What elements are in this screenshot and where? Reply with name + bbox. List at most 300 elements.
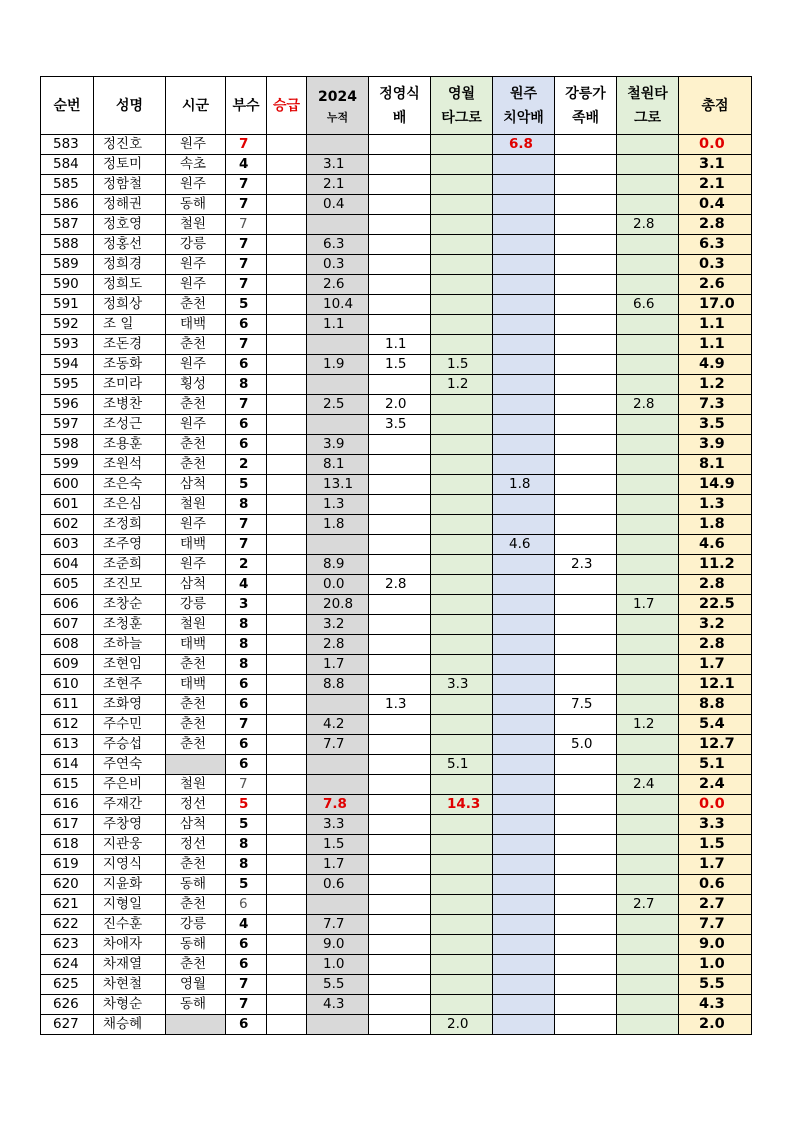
cell-promotion xyxy=(267,975,307,995)
table-row xyxy=(41,495,752,515)
cell-total: 1.1 xyxy=(679,335,752,355)
cell-gangneung-family-cup xyxy=(555,915,617,935)
cell-yeongwol-tagro: 1.5 xyxy=(431,355,493,375)
cell-name: 조하늘 xyxy=(94,635,166,655)
cell-region: 원주 xyxy=(166,175,226,195)
cell-division: 7 xyxy=(226,975,267,995)
cell-promotion xyxy=(267,995,307,1015)
cell-cheorwon-tagro xyxy=(617,375,679,395)
cell-region: 횡성 xyxy=(166,375,226,395)
cell-region: 원주 xyxy=(166,415,226,435)
col-header-name: 성명 xyxy=(94,77,166,135)
cell-no: 602 xyxy=(41,515,94,535)
cell-division: 7 xyxy=(226,215,267,235)
cell-yeongwol-tagro xyxy=(431,655,493,675)
cell-cheorwon-tagro xyxy=(617,635,679,655)
table-row xyxy=(41,255,752,275)
cell-division: 5 xyxy=(226,475,267,495)
cell-wonju-chiak-cup xyxy=(493,635,555,655)
cell-jeongyeongsik-cup xyxy=(369,915,431,935)
cell-gangneung-family-cup xyxy=(555,875,617,895)
cell-gangneung-family-cup xyxy=(555,755,617,775)
cell-region: 춘천 xyxy=(166,895,226,915)
cell-total: 6.3 xyxy=(679,235,752,255)
cell-promotion xyxy=(267,875,307,895)
cell-name: 주연숙 xyxy=(94,755,166,775)
cell-gangneung-family-cup xyxy=(555,175,617,195)
cell-yeongwol-tagro xyxy=(431,475,493,495)
table-row xyxy=(41,675,752,695)
table-row xyxy=(41,615,752,635)
cell-jeongyeongsik-cup xyxy=(369,895,431,915)
table-row xyxy=(41,535,752,555)
cell-jeongyeongsik-cup xyxy=(369,455,431,475)
table-row xyxy=(41,355,752,375)
cell-no: 618 xyxy=(41,835,94,855)
cell-region: 철원 xyxy=(166,215,226,235)
cell-promotion xyxy=(267,855,307,875)
cell-region: 강릉 xyxy=(166,595,226,615)
cell-jeongyeongsik-cup xyxy=(369,975,431,995)
cell-wonju-chiak-cup xyxy=(493,835,555,855)
cell-cheorwon-tagro: 2.4 xyxy=(617,775,679,795)
cell-promotion xyxy=(267,835,307,855)
cell-cheorwon-tagro xyxy=(617,955,679,975)
cell-jeongyeongsik-cup xyxy=(369,655,431,675)
cell-promotion xyxy=(267,575,307,595)
col-header-cheorwon-tagro xyxy=(617,77,679,135)
cell-promotion xyxy=(267,915,307,935)
cell-promotion xyxy=(267,135,307,155)
cell-gangneung-family-cup xyxy=(555,635,617,655)
table-row xyxy=(41,835,752,855)
cell-no: 623 xyxy=(41,935,94,955)
cell-jeongyeongsik-cup: 2.0 xyxy=(369,395,431,415)
cell-gangneung-family-cup xyxy=(555,895,617,915)
cell-2024-accum xyxy=(307,695,369,715)
cell-total: 2.4 xyxy=(679,775,752,795)
table-row xyxy=(41,975,752,995)
table-row xyxy=(41,155,752,175)
cell-promotion xyxy=(267,415,307,435)
cell-no: 617 xyxy=(41,815,94,835)
cell-yeongwol-tagro xyxy=(431,155,493,175)
cell-2024-accum: 2.8 xyxy=(307,635,369,655)
cell-gangneung-family-cup xyxy=(555,275,617,295)
cell-yeongwol-tagro xyxy=(431,555,493,575)
cell-wonju-chiak-cup xyxy=(493,855,555,875)
cell-promotion xyxy=(267,555,307,575)
cell-no: 612 xyxy=(41,715,94,735)
cell-2024-accum xyxy=(307,1015,369,1035)
cell-region: 춘천 xyxy=(166,395,226,415)
cell-division: 6 xyxy=(226,735,267,755)
cell-no: 620 xyxy=(41,875,94,895)
col-header-c2-line1: 영월 xyxy=(447,85,476,102)
cell-no: 626 xyxy=(41,995,94,1015)
cell-2024-accum: 1.5 xyxy=(307,835,369,855)
cell-yeongwol-tagro xyxy=(431,875,493,895)
cell-total: 8.8 xyxy=(679,695,752,715)
cell-total: 7.7 xyxy=(679,915,752,935)
cell-total: 0.4 xyxy=(679,195,752,215)
col-header-acc-line2: 누적 xyxy=(326,110,349,124)
cell-yeongwol-tagro xyxy=(431,615,493,635)
cell-gangneung-family-cup xyxy=(555,995,617,1015)
cell-2024-accum xyxy=(307,135,369,155)
cell-promotion xyxy=(267,355,307,375)
cell-no: 584 xyxy=(41,155,94,175)
cell-2024-accum: 6.3 xyxy=(307,235,369,255)
col-header-c3-line1: 원주 xyxy=(509,85,538,102)
cell-division: 6 xyxy=(226,695,267,715)
table-row xyxy=(41,795,752,815)
cell-division: 7 xyxy=(226,995,267,1015)
cell-2024-accum: 1.7 xyxy=(307,655,369,675)
cell-no: 601 xyxy=(41,495,94,515)
cell-yeongwol-tagro xyxy=(431,895,493,915)
cell-promotion xyxy=(267,655,307,675)
cell-cheorwon-tagro: 1.7 xyxy=(617,595,679,615)
cell-cheorwon-tagro xyxy=(617,995,679,1015)
cell-2024-accum: 1.0 xyxy=(307,955,369,975)
cell-promotion xyxy=(267,775,307,795)
cell-no: 585 xyxy=(41,175,94,195)
cell-cheorwon-tagro xyxy=(617,855,679,875)
col-header-region: 시군 xyxy=(166,77,226,135)
cell-yeongwol-tagro xyxy=(431,595,493,615)
cell-total: 5.4 xyxy=(679,715,752,735)
cell-cheorwon-tagro xyxy=(617,695,679,715)
cell-division: 8 xyxy=(226,635,267,655)
cell-cheorwon-tagro xyxy=(617,275,679,295)
cell-promotion xyxy=(267,435,307,455)
cell-total: 1.8 xyxy=(679,515,752,535)
cell-2024-accum xyxy=(307,215,369,235)
cell-total: 0.3 xyxy=(679,255,752,275)
cell-2024-accum: 0.0 xyxy=(307,575,369,595)
table-row xyxy=(41,195,752,215)
cell-promotion xyxy=(267,175,307,195)
cell-yeongwol-tagro xyxy=(431,335,493,355)
cell-jeongyeongsik-cup xyxy=(369,375,431,395)
cell-2024-accum: 3.3 xyxy=(307,815,369,835)
col-header-no: 순번 xyxy=(41,77,94,135)
cell-region: 원주 xyxy=(166,275,226,295)
cell-wonju-chiak-cup xyxy=(493,995,555,1015)
cell-jeongyeongsik-cup xyxy=(369,255,431,275)
cell-no: 593 xyxy=(41,335,94,355)
cell-wonju-chiak-cup xyxy=(493,155,555,175)
col-header-c1-line1: 정영식 xyxy=(379,85,420,102)
cell-division: 8 xyxy=(226,495,267,515)
cell-cheorwon-tagro: 2.8 xyxy=(617,395,679,415)
cell-jeongyeongsik-cup xyxy=(369,935,431,955)
table-row xyxy=(41,635,752,655)
cell-wonju-chiak-cup xyxy=(493,955,555,975)
cell-wonju-chiak-cup xyxy=(493,375,555,395)
cell-jeongyeongsik-cup xyxy=(369,555,431,575)
cell-2024-accum xyxy=(307,775,369,795)
cell-no: 616 xyxy=(41,795,94,815)
table-row xyxy=(41,655,752,675)
cell-cheorwon-tagro xyxy=(617,975,679,995)
cell-wonju-chiak-cup xyxy=(493,875,555,895)
cell-2024-accum: 7.7 xyxy=(307,915,369,935)
cell-no: 596 xyxy=(41,395,94,415)
cell-wonju-chiak-cup: 4.6 xyxy=(493,535,555,555)
cell-no: 598 xyxy=(41,435,94,455)
cell-jeongyeongsik-cup: 1.3 xyxy=(369,695,431,715)
col-header-c1-line2: 배 xyxy=(392,109,407,126)
cell-jeongyeongsik-cup xyxy=(369,855,431,875)
cell-2024-accum: 2.5 xyxy=(307,395,369,415)
cell-cheorwon-tagro xyxy=(617,915,679,935)
cell-gangneung-family-cup xyxy=(555,455,617,475)
table-row xyxy=(41,755,752,775)
cell-promotion xyxy=(267,475,307,495)
cell-no: 590 xyxy=(41,275,94,295)
cell-wonju-chiak-cup xyxy=(493,655,555,675)
cell-gangneung-family-cup xyxy=(555,495,617,515)
cell-2024-accum: 8.9 xyxy=(307,555,369,575)
cell-2024-accum: 1.1 xyxy=(307,315,369,335)
cell-gangneung-family-cup xyxy=(555,795,617,815)
cell-region: 춘천 xyxy=(166,695,226,715)
cell-name: 차현철 xyxy=(94,975,166,995)
cell-gangneung-family-cup xyxy=(555,1015,617,1035)
table-row xyxy=(41,895,752,915)
cell-promotion xyxy=(267,155,307,175)
cell-total: 17.0 xyxy=(679,295,752,315)
cell-wonju-chiak-cup xyxy=(493,575,555,595)
cell-cheorwon-tagro xyxy=(617,355,679,375)
cell-division: 6 xyxy=(226,675,267,695)
cell-total: 3.1 xyxy=(679,155,752,175)
cell-jeongyeongsik-cup xyxy=(369,295,431,315)
cell-division: 8 xyxy=(226,655,267,675)
cell-division: 6 xyxy=(226,435,267,455)
cell-promotion xyxy=(267,815,307,835)
cell-division: 2 xyxy=(226,455,267,475)
table-row xyxy=(41,555,752,575)
cell-yeongwol-tagro xyxy=(431,195,493,215)
cell-total: 1.7 xyxy=(679,855,752,875)
col-header-promotion: 승급 xyxy=(267,77,307,135)
col-header-division: 부수 xyxy=(226,77,267,135)
cell-cheorwon-tagro xyxy=(617,755,679,775)
cell-cheorwon-tagro xyxy=(617,515,679,535)
cell-2024-accum: 1.3 xyxy=(307,495,369,515)
cell-promotion xyxy=(267,535,307,555)
cell-name: 차애자 xyxy=(94,935,166,955)
cell-division: 7 xyxy=(226,255,267,275)
cell-gangneung-family-cup xyxy=(555,315,617,335)
score-table xyxy=(40,76,752,1035)
cell-wonju-chiak-cup xyxy=(493,615,555,635)
cell-region: 정선 xyxy=(166,795,226,815)
cell-total: 5.1 xyxy=(679,755,752,775)
cell-name: 조화영 xyxy=(94,695,166,715)
cell-wonju-chiak-cup xyxy=(493,975,555,995)
cell-total: 2.8 xyxy=(679,215,752,235)
col-header-c2-line2: 타그로 xyxy=(441,109,482,126)
cell-promotion xyxy=(267,715,307,735)
table-row xyxy=(41,715,752,735)
table-row xyxy=(41,695,752,715)
cell-yeongwol-tagro xyxy=(431,175,493,195)
cell-cheorwon-tagro xyxy=(617,555,679,575)
cell-jeongyeongsik-cup xyxy=(369,715,431,735)
cell-promotion xyxy=(267,215,307,235)
cell-division: 4 xyxy=(226,155,267,175)
cell-gangneung-family-cup: 7.5 xyxy=(555,695,617,715)
cell-region: 동해 xyxy=(166,195,226,215)
cell-name: 조돈경 xyxy=(94,335,166,355)
cell-name: 정진호 xyxy=(94,135,166,155)
cell-wonju-chiak-cup: 1.8 xyxy=(493,475,555,495)
cell-wonju-chiak-cup xyxy=(493,695,555,715)
cell-jeongyeongsik-cup xyxy=(369,155,431,175)
cell-name: 조동화 xyxy=(94,355,166,375)
cell-name: 조현임 xyxy=(94,655,166,675)
table-row xyxy=(41,775,752,795)
cell-cheorwon-tagro xyxy=(617,815,679,835)
cell-cheorwon-tagro xyxy=(617,495,679,515)
cell-2024-accum xyxy=(307,535,369,555)
cell-jeongyeongsik-cup xyxy=(369,815,431,835)
cell-2024-accum: 4.2 xyxy=(307,715,369,735)
cell-total: 3.5 xyxy=(679,415,752,435)
cell-wonju-chiak-cup xyxy=(493,275,555,295)
cell-no: 588 xyxy=(41,235,94,255)
cell-region: 속초 xyxy=(166,155,226,175)
cell-yeongwol-tagro: 5.1 xyxy=(431,755,493,775)
cell-yeongwol-tagro xyxy=(431,215,493,235)
cell-total: 22.5 xyxy=(679,595,752,615)
cell-2024-accum: 3.2 xyxy=(307,615,369,635)
table-row xyxy=(41,855,752,875)
cell-promotion xyxy=(267,635,307,655)
cell-yeongwol-tagro xyxy=(431,715,493,735)
cell-yeongwol-tagro: 14.3 xyxy=(431,795,493,815)
cell-total: 5.5 xyxy=(679,975,752,995)
cell-division: 7 xyxy=(226,395,267,415)
cell-no: 614 xyxy=(41,755,94,775)
cell-wonju-chiak-cup xyxy=(493,455,555,475)
cell-gangneung-family-cup xyxy=(555,475,617,495)
cell-promotion xyxy=(267,495,307,515)
cell-name: 주창영 xyxy=(94,815,166,835)
cell-2024-accum: 0.6 xyxy=(307,875,369,895)
cell-yeongwol-tagro xyxy=(431,835,493,855)
cell-no: 615 xyxy=(41,775,94,795)
col-header-acc-line1: 2024 xyxy=(318,88,357,105)
cell-promotion xyxy=(267,335,307,355)
cell-cheorwon-tagro: 2.7 xyxy=(617,895,679,915)
cell-name: 지형일 xyxy=(94,895,166,915)
cell-wonju-chiak-cup xyxy=(493,515,555,535)
table-row xyxy=(41,315,752,335)
cell-promotion xyxy=(267,195,307,215)
cell-name: 지관웅 xyxy=(94,835,166,855)
cell-yeongwol-tagro: 3.3 xyxy=(431,675,493,695)
cell-division: 7 xyxy=(226,335,267,355)
cell-region: 태백 xyxy=(166,315,226,335)
cell-no: 592 xyxy=(41,315,94,335)
cell-jeongyeongsik-cup: 2.8 xyxy=(369,575,431,595)
cell-cheorwon-tagro xyxy=(617,615,679,635)
cell-promotion xyxy=(267,295,307,315)
cell-name: 조원석 xyxy=(94,455,166,475)
cell-cheorwon-tagro xyxy=(617,535,679,555)
cell-region: 강릉 xyxy=(166,915,226,935)
cell-region: 태백 xyxy=(166,635,226,655)
cell-2024-accum: 1.8 xyxy=(307,515,369,535)
cell-jeongyeongsik-cup xyxy=(369,875,431,895)
cell-jeongyeongsik-cup xyxy=(369,775,431,795)
cell-division: 5 xyxy=(226,295,267,315)
cell-gangneung-family-cup xyxy=(555,435,617,455)
table-row xyxy=(41,1015,752,1035)
cell-2024-accum: 7.8 xyxy=(307,795,369,815)
cell-region: 동해 xyxy=(166,875,226,895)
cell-yeongwol-tagro: 2.0 xyxy=(431,1015,493,1035)
col-header-gangneung-family-cup xyxy=(555,77,617,135)
cell-promotion xyxy=(267,395,307,415)
cell-jeongyeongsik-cup xyxy=(369,1015,431,1035)
cell-region: 동해 xyxy=(166,935,226,955)
cell-total: 7.3 xyxy=(679,395,752,415)
cell-jeongyeongsik-cup: 3.5 xyxy=(369,415,431,435)
cell-jeongyeongsik-cup xyxy=(369,635,431,655)
cell-no: 619 xyxy=(41,855,94,875)
cell-name: 정희경 xyxy=(94,255,166,275)
cell-region: 원주 xyxy=(166,135,226,155)
cell-name: 조주영 xyxy=(94,535,166,555)
cell-region: 삼척 xyxy=(166,475,226,495)
table-row xyxy=(41,995,752,1015)
cell-wonju-chiak-cup xyxy=(493,935,555,955)
cell-no: 600 xyxy=(41,475,94,495)
cell-total: 4.3 xyxy=(679,995,752,1015)
cell-region: 강릉 xyxy=(166,235,226,255)
cell-wonju-chiak-cup: 6.8 xyxy=(493,135,555,155)
cell-name: 정해권 xyxy=(94,195,166,215)
table-row xyxy=(41,295,752,315)
cell-yeongwol-tagro xyxy=(431,435,493,455)
table-row xyxy=(41,815,752,835)
col-header-c5-line2: 그로 xyxy=(633,109,662,126)
cell-jeongyeongsik-cup xyxy=(369,755,431,775)
cell-region: 원주 xyxy=(166,355,226,375)
cell-2024-accum: 8.1 xyxy=(307,455,369,475)
cell-jeongyeongsik-cup xyxy=(369,535,431,555)
col-header-yeongwol-tagro xyxy=(431,77,493,135)
table-row xyxy=(41,275,752,295)
cell-name: 정희도 xyxy=(94,275,166,295)
cell-yeongwol-tagro xyxy=(431,255,493,275)
cell-name: 조미라 xyxy=(94,375,166,395)
cell-jeongyeongsik-cup xyxy=(369,315,431,335)
cell-cheorwon-tagro xyxy=(617,735,679,755)
cell-wonju-chiak-cup xyxy=(493,1015,555,1035)
cell-gangneung-family-cup xyxy=(555,655,617,675)
cell-2024-accum: 4.3 xyxy=(307,995,369,1015)
cell-promotion xyxy=(267,695,307,715)
cell-yeongwol-tagro xyxy=(431,295,493,315)
cell-division: 6 xyxy=(226,315,267,335)
